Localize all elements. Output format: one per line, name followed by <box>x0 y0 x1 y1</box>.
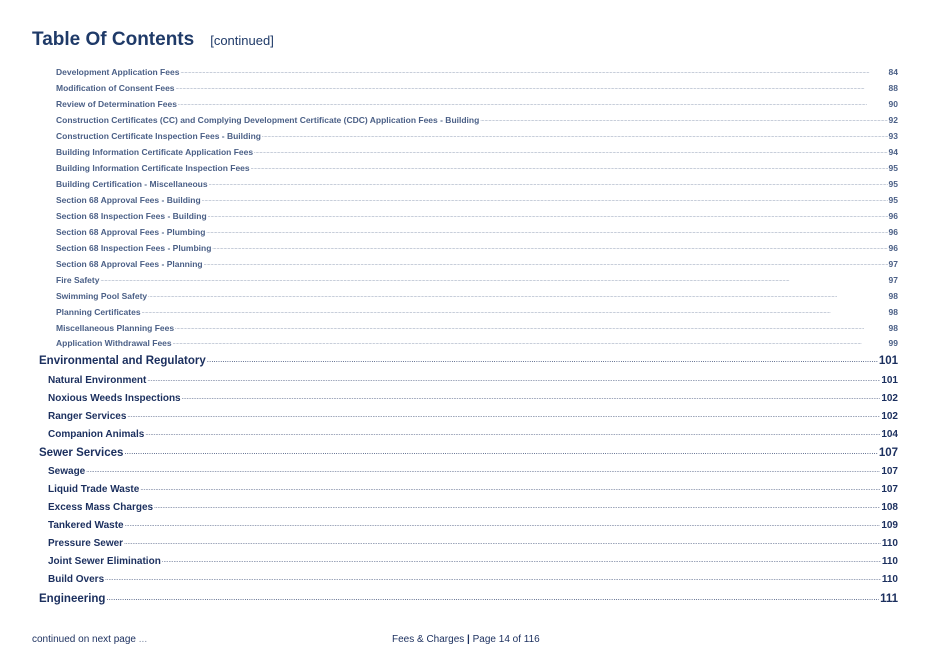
toc-dot-leader <box>262 130 888 139</box>
toc-entry-page: 104 <box>881 429 898 440</box>
toc-entry[interactable] <box>56 337 898 348</box>
toc-entry-page: 107 <box>878 446 898 459</box>
toc-dot-leader <box>127 409 880 419</box>
toc-dot-leader <box>100 274 887 283</box>
toc-entry-label: Tankered Waste <box>48 520 124 531</box>
document-name: Fees & Charges <box>392 634 465 645</box>
toc-entry[interactable] <box>48 482 898 495</box>
toc-dot-leader <box>124 536 881 546</box>
toc-entry-label: Application Withdrawal Fees <box>56 337 172 348</box>
page-title: Table Of Contents <box>32 29 195 50</box>
toc-entry[interactable] <box>56 130 898 141</box>
toc-entry-label: Build Overs <box>48 574 105 585</box>
toc-entry[interactable] <box>48 518 898 531</box>
toc-entry-page: 95 <box>888 194 898 205</box>
toc-entry-page: 102 <box>881 411 898 422</box>
toc-entry-label: Natural Environment <box>48 375 147 386</box>
toc-entry-label: Building Certification - Miscellaneous <box>56 178 208 189</box>
page-footer <box>392 634 540 645</box>
toc-entry[interactable] <box>56 210 898 221</box>
toc-entry-label: Planning Certificates <box>56 306 141 317</box>
toc-entry-page: 92 <box>888 114 898 125</box>
toc-entry-label: Section 68 Approval Fees - Plumbing <box>56 226 206 237</box>
toc-entry-label: Ranger Services <box>48 411 127 422</box>
toc-entry[interactable] <box>56 114 898 125</box>
toc-dot-leader <box>147 373 880 383</box>
toc-entry-label: Construction Certificates (CC) and Complying Development Certificate (CDC) Application Fees - Building <box>56 114 480 125</box>
toc-entry-page: 97 <box>888 258 898 269</box>
toc-entry-label: Pressure Sewer <box>48 538 124 549</box>
toc-entry-page: 96 <box>888 242 898 253</box>
toc-entry[interactable] <box>39 352 898 367</box>
toc-entry-page: 84 <box>888 66 898 77</box>
toc-entry[interactable] <box>48 554 898 567</box>
toc-entry-label: Companion Animals <box>48 429 145 440</box>
toc-entry-page: 101 <box>878 354 898 367</box>
toc-entry-label: Review of Determination Fees <box>56 98 177 109</box>
continued-ellipsis: ... <box>138 634 148 645</box>
toc-entry-page: 94 <box>888 146 898 157</box>
toc-dot-leader <box>140 482 880 492</box>
toc-entry-label: Noxious Weeds Inspections <box>48 393 181 404</box>
toc-entry[interactable] <box>48 409 898 422</box>
toc-dot-leader <box>145 427 880 437</box>
toc-entry[interactable] <box>56 322 898 333</box>
toc-entry-page: 95 <box>888 178 898 189</box>
toc-entry-page: 110 <box>881 538 898 549</box>
toc-entry-label: Section 68 Inspection Fees - Plumbing <box>56 242 212 253</box>
toc-entry-page: 107 <box>881 484 898 495</box>
toc-dot-leader <box>148 290 887 299</box>
toc-dot-leader <box>178 98 888 107</box>
toc-entry-page: 98 <box>888 322 898 333</box>
toc-entry-page: 98 <box>888 306 898 317</box>
toc-entry[interactable] <box>56 98 898 109</box>
toc-entry-page: 97 <box>888 274 898 285</box>
toc-entry-label: Section 68 Approval Fees - Building <box>56 194 201 205</box>
toc-dot-leader <box>176 82 888 91</box>
toc-entry-label: Environmental and Regulatory <box>39 354 206 367</box>
toc-entry-page: 90 <box>888 98 898 109</box>
toc-dot-leader <box>212 242 887 251</box>
toc-entry-label: Joint Sewer Elimination <box>48 556 161 567</box>
toc-entry[interactable] <box>56 178 898 189</box>
toc-entry-label: Modification of Consent Fees <box>56 82 175 93</box>
toc-dot-leader <box>207 352 878 364</box>
toc-entry-label: Section 68 Inspection Fees - Building <box>56 210 207 221</box>
toc-entry-label: Section 68 Approval Fees - Planning <box>56 258 203 269</box>
toc-dot-leader <box>142 306 888 315</box>
toc-dot-leader <box>173 337 888 346</box>
toc-entry[interactable] <box>56 306 898 317</box>
toc-entry-page: 96 <box>888 226 898 237</box>
toc-entry[interactable] <box>56 194 898 205</box>
toc-entry-page: 107 <box>881 466 898 477</box>
footer-separator: | <box>467 634 470 645</box>
toc-entry[interactable] <box>48 572 898 585</box>
toc-entry[interactable] <box>56 226 898 237</box>
toc-entry[interactable] <box>39 444 898 459</box>
toc-entry[interactable] <box>56 242 898 253</box>
toc-entry[interactable] <box>48 500 898 513</box>
toc-entry-page: 88 <box>888 82 898 93</box>
toc-entry[interactable] <box>48 373 898 386</box>
toc-entry[interactable] <box>56 82 898 93</box>
toc-dot-leader <box>480 114 887 123</box>
toc-dot-leader <box>182 391 881 401</box>
toc-entry[interactable] <box>56 274 898 285</box>
toc-entry-label: Construction Certificate Inspection Fees - Building <box>56 130 261 141</box>
toc-dot-leader <box>208 210 888 219</box>
toc-entry-label: Building Information Certificate Inspection Fees <box>56 162 250 173</box>
toc-entry-page: 95 <box>888 162 898 173</box>
toc-dot-leader <box>251 162 888 171</box>
toc-entry-label: Excess Mass Charges <box>48 502 154 513</box>
toc-entry[interactable] <box>56 66 898 77</box>
toc-dot-leader <box>125 518 881 528</box>
toc-dot-leader <box>86 464 880 474</box>
toc-dot-leader <box>202 194 888 203</box>
toc-dot-leader <box>106 590 879 602</box>
toc-entry-page: 96 <box>888 210 898 221</box>
page-header <box>32 29 274 51</box>
toc-entry[interactable] <box>39 590 898 605</box>
toc-entry-page: 101 <box>881 375 898 386</box>
toc-entry-label: Fire Safety <box>56 274 100 285</box>
toc-entry-page: 99 <box>888 337 898 348</box>
toc-entry[interactable] <box>56 290 898 301</box>
toc-entry-page: 111 <box>880 592 898 605</box>
toc-dot-leader <box>204 258 888 267</box>
toc-entry[interactable] <box>56 258 898 269</box>
toc-dot-leader <box>254 146 887 155</box>
toc-entry-label: Development Application Fees <box>56 66 180 77</box>
page-subtitle: [continued] <box>210 33 274 48</box>
toc-entry-page: 98 <box>888 290 898 301</box>
toc-entry-label: Liquid Trade Waste <box>48 484 140 495</box>
toc-entry-page: 110 <box>881 556 898 567</box>
toc-entry-label: Engineering <box>39 592 106 605</box>
toc-entry-label: Sewage <box>48 466 86 477</box>
continued-text: continued on next page <box>32 634 136 645</box>
toc-dot-leader <box>206 226 887 235</box>
toc-entry[interactable] <box>48 391 898 404</box>
toc-entry-page: 109 <box>881 520 898 531</box>
toc-dot-leader <box>180 66 887 75</box>
toc-entry[interactable] <box>48 536 898 549</box>
toc-entry-page: 108 <box>881 502 898 513</box>
toc-entry-page: 102 <box>881 393 898 404</box>
toc-entry-page: 110 <box>881 574 898 585</box>
page-number: Page 14 of 116 <box>472 634 540 645</box>
toc-entry[interactable] <box>48 464 898 477</box>
toc-entry-label: Miscellaneous Planning Fees <box>56 322 175 333</box>
toc-entry[interactable] <box>56 146 898 157</box>
continued-note <box>32 634 147 645</box>
toc-entry-label: Swimming Pool Safety <box>56 290 148 301</box>
toc-entry-label: Sewer Services <box>39 446 124 459</box>
toc-dot-leader <box>105 572 881 582</box>
toc-entry[interactable] <box>48 427 898 440</box>
toc-dot-leader <box>209 178 888 187</box>
toc-dot-leader <box>162 554 881 564</box>
toc-entry[interactable] <box>56 162 898 173</box>
toc-entry-page: 93 <box>888 130 898 141</box>
toc-dot-leader <box>175 322 887 331</box>
toc-dot-leader <box>124 444 877 456</box>
toc-dot-leader <box>154 500 880 510</box>
toc-entry-label: Building Information Certificate Application Fees <box>56 146 254 157</box>
